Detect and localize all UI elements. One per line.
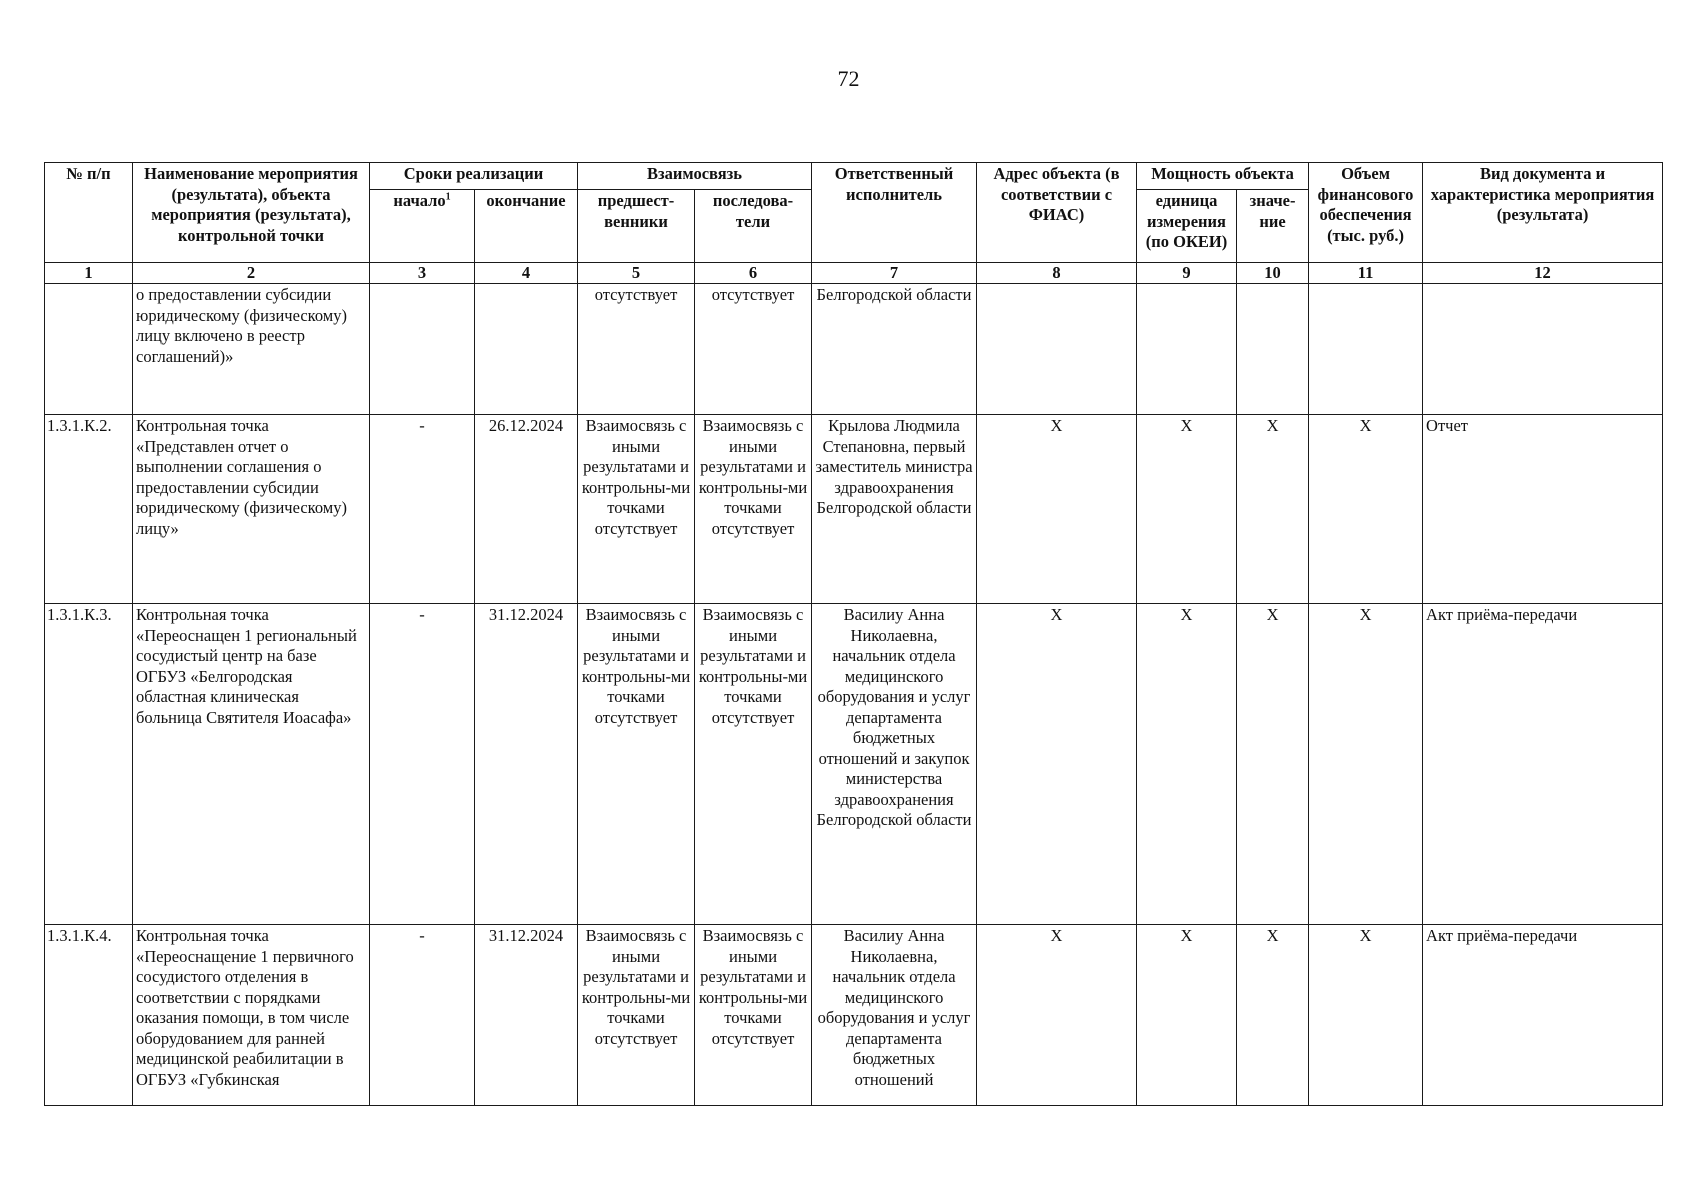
row-funding: Х: [1309, 925, 1423, 1106]
row-number: 1.3.1.К.3.: [45, 604, 133, 925]
page-number: 72: [837, 66, 860, 91]
row-unit: Х: [1137, 925, 1237, 1106]
row-value: Х: [1237, 925, 1309, 1106]
row-value: [1237, 284, 1309, 415]
row-document: Отчет: [1423, 415, 1663, 604]
row-name: о предоставлении субсидии юридическому (физическому) лицу включено в реестр соглашений)»: [133, 284, 370, 415]
row-funding: [1309, 284, 1423, 415]
header-funding: Объем финансового обеспечения (тыс. руб.): [1309, 163, 1423, 263]
row-executor: Белгородской области: [812, 284, 977, 415]
column-number: 10: [1237, 263, 1309, 284]
row-unit: Х: [1137, 415, 1237, 604]
header-unit: единица измерения (по ОКЕИ): [1137, 190, 1237, 263]
row-name: Контрольная точка «Переоснащение 1 первичного сосудистого отделения в соответствии с порядками оказания помощи, в том числе оборудованием для ранней медицинской реабилитации в ОГБУЗ «Губкинская: [133, 925, 370, 1106]
column-number: 9: [1137, 263, 1237, 284]
row-successors: Взаимосвязь с иными результатами и контрольны-ми точками отсутствует: [695, 415, 812, 604]
row-unit: [1137, 284, 1237, 415]
row-document: Акт приёма-передачи: [1423, 604, 1663, 925]
header-links: Взаимосвязь: [578, 163, 812, 190]
row-predecessors: Взаимосвязь с иными результатами и контрольны-ми точками отсутствует: [578, 925, 695, 1106]
row-end: [475, 284, 578, 415]
row-start: -: [370, 415, 475, 604]
column-number: 2: [133, 263, 370, 284]
header-start: [370, 190, 475, 263]
header-name: Наименование мероприятия (результата), объекта мероприятия (результата), контрольной точки: [133, 163, 370, 263]
row-successors: отсутствует: [695, 284, 812, 415]
table-row: [45, 925, 1663, 1106]
header-end: окончание: [475, 190, 578, 263]
table-row: [45, 604, 1663, 925]
row-value: Х: [1237, 604, 1309, 925]
row-end: 26.12.2024: [475, 415, 578, 604]
header-terms: Сроки реализации: [370, 163, 578, 190]
row-number: [45, 284, 133, 415]
row-name: Контрольная точка «Переоснащен 1 региональный сосудистый центр на базе ОГБУЗ «Белгородская областная клиническая больница Святителя Иоасафа»: [133, 604, 370, 925]
row-address: [977, 284, 1137, 415]
header-start-footnote: 1: [445, 191, 451, 203]
column-number-row: [45, 263, 1663, 284]
plan-table: [44, 162, 1663, 1106]
row-document: [1423, 284, 1663, 415]
column-number: 11: [1309, 263, 1423, 284]
row-end: 31.12.2024: [475, 925, 578, 1106]
row-address: Х: [977, 925, 1137, 1106]
header-address: Адрес объекта (в соответствии с ФИАС): [977, 163, 1137, 263]
row-executor: Василиу Анна Николаевна, начальник отдела медицинского оборудования и услуг департамента бюджетных отношений: [812, 925, 977, 1106]
column-number: 6: [695, 263, 812, 284]
header-value: значе-ние: [1237, 190, 1309, 263]
row-value: Х: [1237, 415, 1309, 604]
header-start-label: начало: [393, 191, 446, 210]
column-number: 5: [578, 263, 695, 284]
table-row: [45, 415, 1663, 604]
row-executor: Крылова Людмила Степановна, первый заместитель министра здравоохранения Белгородской области: [812, 415, 977, 604]
column-number: 7: [812, 263, 977, 284]
row-address: Х: [977, 604, 1137, 925]
header-document: Вид документа и характеристика мероприятия (результата): [1423, 163, 1663, 263]
row-document: Акт приёма-передачи: [1423, 925, 1663, 1106]
row-predecessors: отсутствует: [578, 284, 695, 415]
column-number: 1: [45, 263, 133, 284]
header-capacity: Мощность объекта: [1137, 163, 1309, 190]
header-predecessors: предшест-венники: [578, 190, 695, 263]
row-number: 1.3.1.К.4.: [45, 925, 133, 1106]
row-start: -: [370, 604, 475, 925]
row-successors: Взаимосвязь с иными результатами и контрольны-ми точками отсутствует: [695, 925, 812, 1106]
row-executor: Василиу Анна Николаевна, начальник отдела медицинского оборудования и услуг департамента бюджетных отношений и закупок министерства здравоохранения Белгородской области: [812, 604, 977, 925]
row-number: 1.3.1.К.2.: [45, 415, 133, 604]
header-successors: последова-тели: [695, 190, 812, 263]
row-unit: Х: [1137, 604, 1237, 925]
header-number: № п/п: [45, 163, 133, 263]
header-executor: Ответственный исполнитель: [812, 163, 977, 263]
row-predecessors: Взаимосвязь с иными результатами и контрольны-ми точками отсутствует: [578, 415, 695, 604]
row-successors: Взаимосвязь с иными результатами и контрольны-ми точками отсутствует: [695, 604, 812, 925]
column-number: 3: [370, 263, 475, 284]
row-name: Контрольная точка «Представлен отчет о выполнении соглашения о предоставлении субсидии юридическому (физическому) лицу»: [133, 415, 370, 604]
row-start: [370, 284, 475, 415]
column-number: 12: [1423, 263, 1663, 284]
table-row: [45, 284, 1663, 415]
column-number: 8: [977, 263, 1137, 284]
header-row: [45, 163, 1663, 190]
column-number: 4: [475, 263, 578, 284]
row-funding: Х: [1309, 604, 1423, 925]
row-address: Х: [977, 415, 1137, 604]
row-predecessors: Взаимосвязь с иными результатами и контрольны-ми точками отсутствует: [578, 604, 695, 925]
row-end: 31.12.2024: [475, 604, 578, 925]
row-funding: Х: [1309, 415, 1423, 604]
row-start: -: [370, 925, 475, 1106]
